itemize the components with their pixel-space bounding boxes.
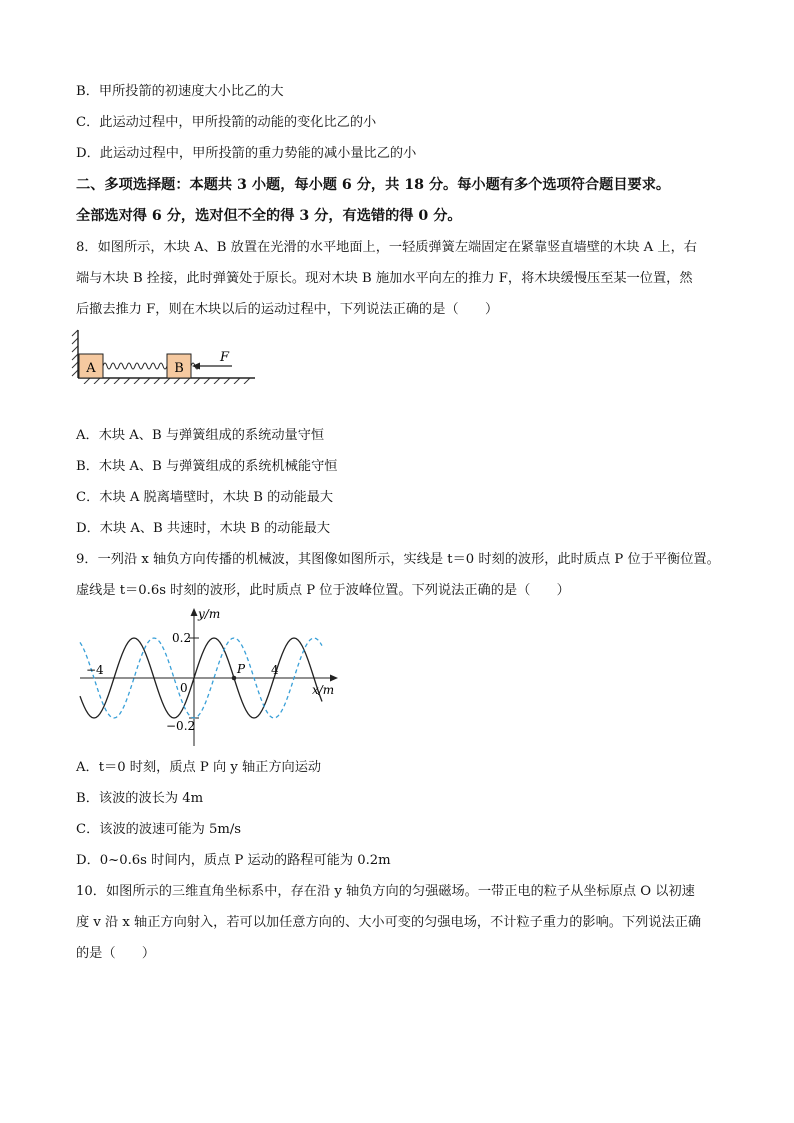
y-tick-label-pos: 0.2 bbox=[172, 631, 192, 645]
block-a-label: A bbox=[86, 361, 96, 376]
q10-stem-line2: 度 v 沿 x 轴正方向射入，若可以加任意方向的、大小可变的匀强电场，不计粒子重力的影响。下列说法正确 bbox=[76, 915, 702, 930]
section-heading-line2: 全部选对得 6 分，选对但不全的得 3 分，有选错的得 0 分。 bbox=[76, 208, 462, 224]
q8-spring-figure bbox=[70, 328, 260, 384]
q10-stem-line3: 的是（ ） bbox=[76, 946, 156, 961]
q8-option-a: A．木块 A、B 与弹簧组成的系统动量守恒 bbox=[76, 428, 325, 443]
q9-wave-graph bbox=[76, 606, 346, 754]
q9-option-d: D．0~0.6s 时间内，质点 P 运动的路程可能为 0.2m bbox=[76, 853, 391, 868]
q7-option-d: D．此运动过程中，甲所投箭的重力势能的减小量比乙的小 bbox=[76, 146, 417, 161]
point-p bbox=[232, 676, 237, 681]
q8-option-c: C．木块 A 脱离墙壁时，木块 B 的动能最大 bbox=[76, 490, 334, 505]
q9-option-a: A．t＝0 时刻，质点 P 向 y 轴正方向运动 bbox=[76, 760, 322, 775]
section-heading-line1: 二、多项选择题：本题共 3 小题，每小题 6 分，共 18 分。每小题有多个选项符合题目要求。 bbox=[76, 177, 671, 193]
y-tick-label-neg: −0.2 bbox=[166, 719, 196, 733]
x-tick-label-pos: 4 bbox=[271, 663, 279, 677]
point-p-label: P bbox=[237, 662, 246, 676]
q8-stem-line2: 端与木块 B 拴接，此时弹簧处于原长。现对木块 B 施加水平向左的推力 F，将木块缓慢压至某一位置，然 bbox=[76, 271, 693, 286]
wall-hatch bbox=[72, 330, 78, 376]
q9-stem-line1: 9．一列沿 x 轴负方向传播的机械波，其图像如图所示，实线是 t＝0 时刻的波形，此时质点 P 位于平衡位置。 bbox=[76, 552, 720, 567]
q10-stem-line1: 10．如图所示的三维直角坐标系中，存在沿 y 轴负方向的匀强磁场。一带正电的粒子从坐标原点 O 以初速 bbox=[76, 884, 695, 899]
q9-stem-line2: 虚线是 t＝0.6s 时刻的波形，此时质点 P 位于波峰位置。下列说法正确的是（ ） bbox=[76, 583, 570, 598]
y-axis-label: y/m bbox=[198, 607, 221, 621]
q8-option-d: D．木块 A、B 共速时，木块 B 的动能最大 bbox=[76, 521, 331, 536]
x-tick-label-neg: −4 bbox=[86, 663, 104, 677]
q9-option-c: C．该波的波速可能为 5m/s bbox=[76, 822, 242, 837]
x-axis-label: x/m bbox=[312, 683, 335, 697]
x-axis-arrow bbox=[330, 675, 338, 682]
force-label: F bbox=[220, 350, 230, 365]
ground-hatch bbox=[84, 378, 250, 384]
q7-option-c: C．此运动过程中，甲所投箭的动能的变化比乙的小 bbox=[76, 115, 377, 130]
q8-stem-line3: 后撤去推力 F，则在木块以后的运动过程中，下列说法正确的是（ ） bbox=[76, 302, 499, 317]
q8-stem-line1: 8．如图所示，木块 A、B 放置在光滑的水平地面上，一轻质弹簧左端固定在紧靠竖直墙壁的木块 A 上，右 bbox=[76, 240, 697, 255]
y-axis-arrow bbox=[191, 608, 198, 616]
origin-label: 0 bbox=[180, 681, 188, 695]
block-b-label: B bbox=[174, 361, 184, 376]
q7-option-b: B．甲所投箭的初速度大小比乙的大 bbox=[76, 84, 284, 99]
q8-option-b: B．木块 A、B 与弹簧组成的系统机械能守恒 bbox=[76, 459, 338, 474]
q9-option-b: B．该波的波长为 4m bbox=[76, 791, 204, 806]
